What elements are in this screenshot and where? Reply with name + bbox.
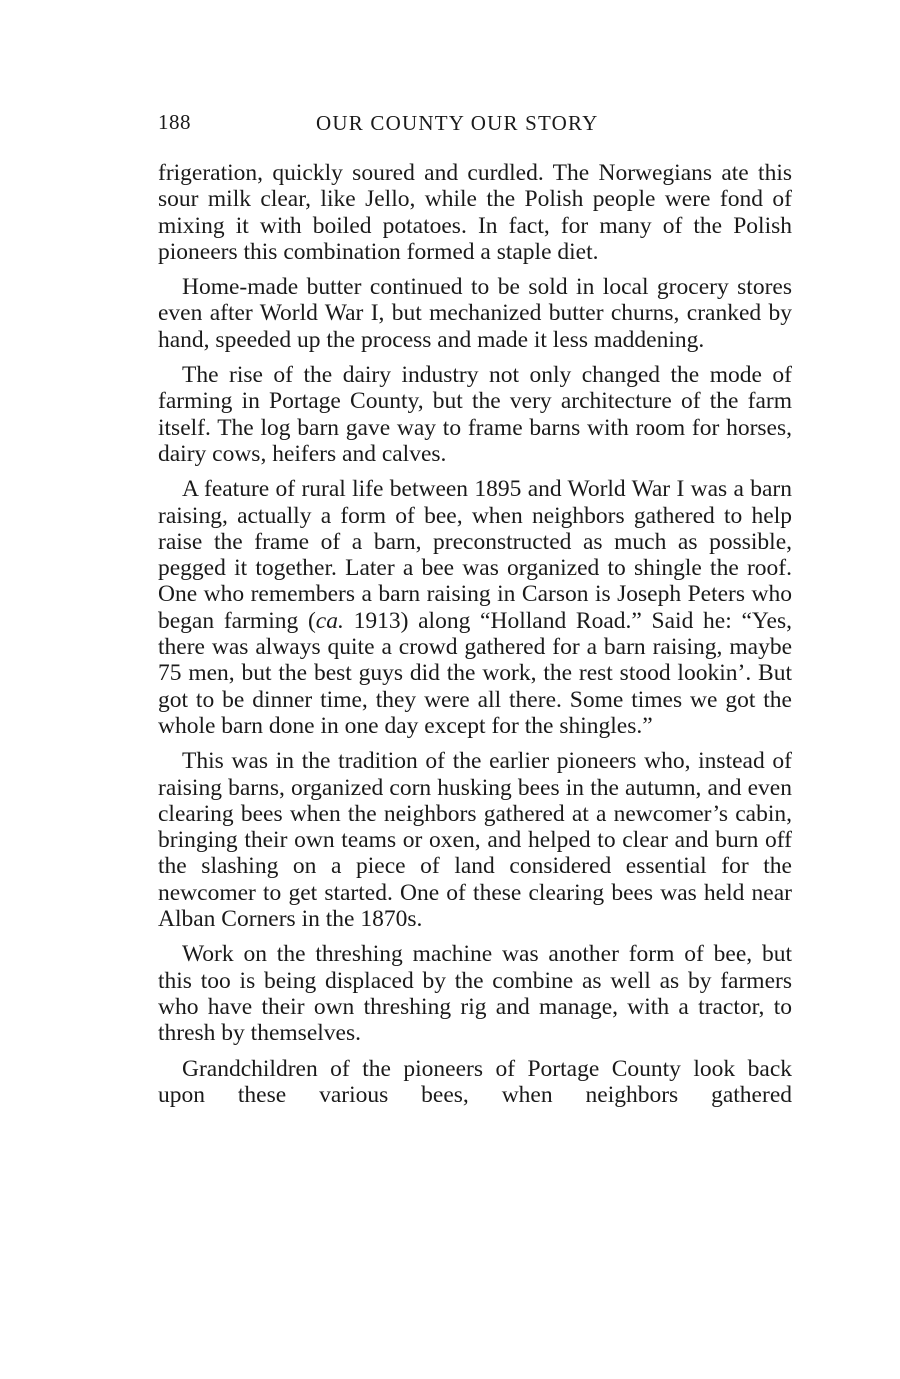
paragraph-barn-raising: A feature of rural life between 1895 and World War I was a barn raising, actually a form of bee, when neighbors gathered to help raise the frame of a barn, preconstructed as much as possible, pegged it together. Later a bee was organized to shingle the roof. One who remembers a barn raising in Carson is Joseph Peters who began farming (ca. 1913) along “Holland Road.” Said he: “Yes, there was always quite a crowd gathered for a barn raising, maybe 75 men, but the best guys did the work, the rest stood lookin’. But got to be dinner time, they were all there. Some times we got the whole barn done in one day except for the shingles.” xyxy=(158,476,792,739)
body-text xyxy=(158,160,792,1108)
paragraph-continuation: frigeration, quickly soured and curdled. The Norwegians ate this sour milk clear, like Jello, while the Polish people were fond of mixing it with boiled potatoes. In fact, for many of the Polish pioneers this combination formed a staple diet. xyxy=(158,160,792,265)
page-number: 188 xyxy=(158,110,191,134)
paragraph-clearing-bees: This was in the tradition of the earlier pioneers who, instead of raising barns, organized corn husking bees in the autumn, and even clearing bees when the neighbors gathered at a newcomer’s cabin, bringing their own teams or oxen, and helped to clear and burn off the slashing on a piece of land considered essential for the newcomer to get started. One of these clearing bees was held near Alban Corners in the 1870s. xyxy=(158,748,792,933)
book-title: OUR COUNTY OUR STORY xyxy=(316,111,599,135)
paragraph-threshing: Work on the threshing machine was another form of bee, but this too is being displaced by the combine as well as by farmers who have their own threshing rig and manage, with a tractor, to thresh by themselves. xyxy=(158,941,792,1047)
paragraph-butter: Home-made butter continued to be sold in local grocery stores even after World War I, but mechanized butter churns, cranked by hand, speeded up the process and made it less maddening. xyxy=(158,274,792,353)
paragraph-dairy-industry: The rise of the dairy industry not only changed the mode of farming in Portage County, but the very architecture of the farm itself. The log barn gave way to frame barns with room for horses, dairy cows, heifers and calves. xyxy=(158,362,792,467)
running-head xyxy=(158,110,792,140)
circa-abbreviation: ca. xyxy=(315,607,344,634)
paragraph-grandchildren: Grandchildren of the pioneers of Portage County look back upon these various bees, when neighbors gathered xyxy=(158,1055,792,1108)
book-page xyxy=(158,110,792,1108)
